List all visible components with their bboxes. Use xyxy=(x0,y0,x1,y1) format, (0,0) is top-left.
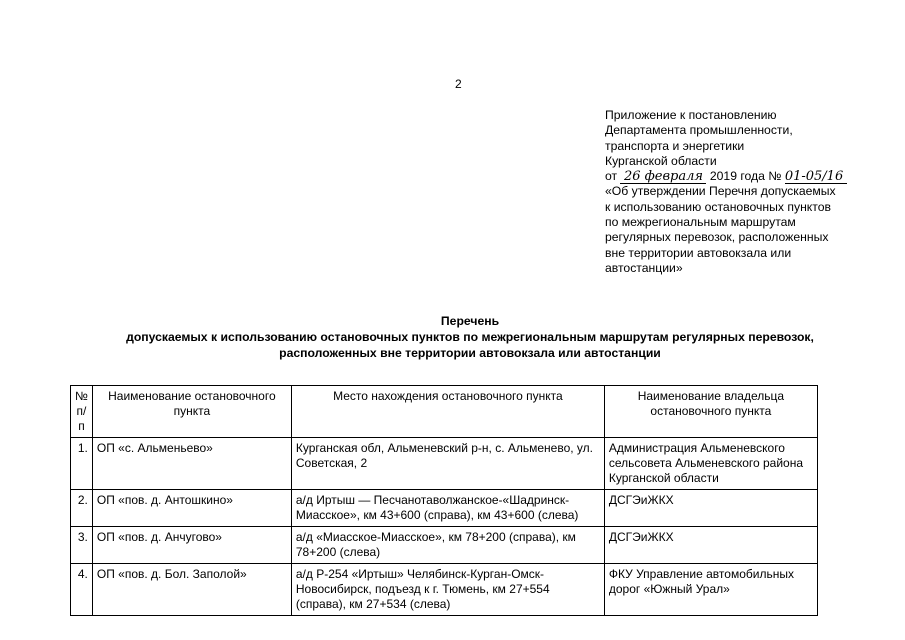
cell-name: ОП «с. Альменьево» xyxy=(92,438,291,490)
date-prefix: от xyxy=(605,169,618,184)
appendix-line: Департамента промышленности, xyxy=(605,123,793,138)
title-line: расположенных вне территории автовокзала или автостанции xyxy=(279,346,661,360)
cell-num: 3. xyxy=(71,527,93,564)
table-row xyxy=(71,527,818,564)
title-line: допускаемых к использованию остановочных пунктов по межрегиональным маршрутам регулярных перевозок, xyxy=(126,330,814,344)
appendix-subject-line: вне территории автовокзала или xyxy=(605,245,792,260)
cell-num: 1. xyxy=(71,438,93,490)
cell-num: 4. xyxy=(71,564,93,616)
cell-location: а/д Иртыш — Песчанотаволжанское-«Шадринск-Миасское», км 43+600 (справа), км 43+600 (слева) xyxy=(291,490,604,527)
date-year: 2019 года № xyxy=(709,169,782,184)
cell-location: Курганская обл, Альменевский р-н, с. Альменево, ул. Советская, 2 xyxy=(291,438,604,490)
stops-table xyxy=(70,385,818,616)
cell-location: а/д «Миасское-Миасское», км 78+200 (справа), км 78+200 (слева) xyxy=(291,527,604,564)
title-line: Перечень xyxy=(440,314,500,328)
header-name: Наименование остановочного пункта xyxy=(92,386,291,438)
appendix-date-line xyxy=(605,169,895,184)
cell-name: ОП «пов. д. Бол. Заполой» xyxy=(92,564,291,616)
handwritten-date: 26 февраля xyxy=(620,170,706,184)
document-title xyxy=(40,313,900,361)
table-header-row xyxy=(71,386,818,438)
table-row xyxy=(71,564,818,616)
appendix-line: Курганской области xyxy=(605,153,717,168)
appendix-block xyxy=(605,108,895,276)
table-row xyxy=(71,438,818,490)
page-number: 2 xyxy=(455,77,462,91)
table-row xyxy=(71,490,818,527)
appendix-subject-line: по межрегиональным маршрутам xyxy=(605,215,796,230)
appendix-subject-line: «Об утверждении Перечня допускаемых xyxy=(605,184,836,199)
appendix-line: транспорта и энергетики xyxy=(605,138,745,153)
cell-name: ОП «пов. д. Антошкино» xyxy=(92,490,291,527)
appendix-subject-line: регулярных перевозок, расположенных xyxy=(605,230,829,245)
appendix-subject-line: автостанции» xyxy=(605,260,683,275)
cell-name: ОП «пов. д. Анчугово» xyxy=(92,527,291,564)
cell-owner: ФКУ Управление автомобильных дорог «Южный Урал» xyxy=(604,564,817,616)
cell-owner: ДСГЭиЖКХ xyxy=(604,527,817,564)
appendix-line: Приложение к постановлению xyxy=(605,108,777,122)
cell-location: а/д Р-254 «Иртыш» Челябинск-Курган-Омск-Новосибирск, подъезд к г. Тюмень, км 27+554 (справа), км 27+534 (слева) xyxy=(291,564,604,616)
cell-num: 2. xyxy=(71,490,93,527)
header-location: Место нахождения остановочного пункта xyxy=(291,386,604,438)
cell-owner: ДСГЭиЖКХ xyxy=(604,490,817,527)
cell-owner: Администрация Альменевского сельсовета Альменевского района Курганской области xyxy=(604,438,817,490)
header-owner: Наименование владельца остановочного пункта xyxy=(604,386,817,438)
header-num: № п/п xyxy=(71,386,93,438)
handwritten-number: 01-05/16 xyxy=(785,170,847,184)
appendix-subject-line: к использованию остановочных пунктов xyxy=(605,199,831,214)
